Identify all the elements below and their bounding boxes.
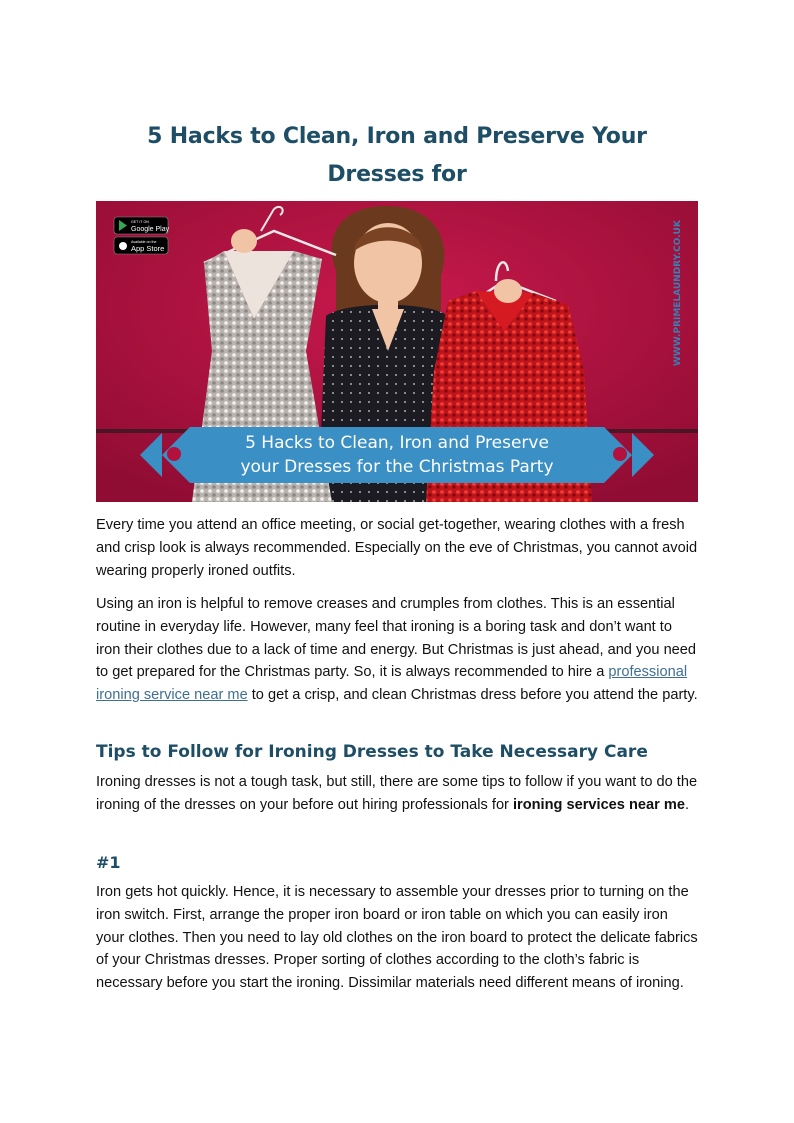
page-title-line-1: 5 Hacks to Clean, Iron and Preserve Your Dresses for [147,124,647,187]
paragraph-ironing-text-start: Using an iron is helpful to remove creases and crumples from clothes. This is an essential routine in everyday life. However, many feel that ironing is a boring task and don’t want to iron their clothes due to a lack of time and energy. But Christmas is just ahead, and you need to get prepared for the Christmas party. So, it is always recommended to hire a [96,596,697,681]
banner-line-2: your Dresses for the Christmas Party [240,457,554,477]
hero-image [96,201,698,502]
paragraph-intro [96,514,700,582]
professional-ironing-link[interactable]: professional ironing service near me [96,664,688,704]
app-store-small-text: Available on the [131,240,157,244]
title-banner [140,427,654,483]
paragraph-tip-1 [96,881,700,995]
google-play-badge[interactable] [114,217,170,234]
website-text: WWW.PRIMELAUNDRY.CO.UK [673,220,683,366]
app-store-label: App Store [131,244,165,253]
paragraph-ironing-text-end: to get a crisp, and clean Christmas dress before you attend the party. [247,687,698,704]
paragraph-tip-1-text: Iron gets hot quickly. Hence, it is necessary to assemble your dresses prior to turning on the iron switch. First, arrange the proper iron board or iron table on which you can easily iron your clothes. Then you need to lay old clothes on the iron board to protect the delicate fabrics of your Christmas dresses. Proper sorting of clothes according to the cloth’s fabric is necessary before you start the ironing. Dissimilar materials need different means of ironing. [96,884,698,992]
ironing-services-bold: ironing services near me [512,796,685,813]
google-play-small-text: GET IT ON [131,220,149,224]
paragraph-tips [96,771,700,817]
google-play-label: Google Play [131,226,170,233]
section-heading-1: #1 [96,853,121,872]
app-store-badge[interactable] [114,237,168,254]
section-heading-tips: Tips to Follow for Ironing Dresses to Take Necessary Care [96,742,648,762]
apple-icon [119,242,127,250]
paragraph-tips-text-end: . [684,796,690,813]
banner-line-1: 5 Hacks to Clean, Iron and Preserve [245,433,549,453]
paragraph-intro-text: Every time you attend an office meeting, or social get-together, wearing clothes with a fresh and crisp look is always recommended. Especially on the eve of Christmas, you cannot avoid wearing properly ironed outfits. [96,517,698,579]
paragraph-tips-text-start: Ironing dresses is not a tough task, but still, there are some tips to follow if you want to do the ironing of the dresses on your before out hiring professionals for [96,774,698,813]
paragraph-ironing [96,593,700,707]
